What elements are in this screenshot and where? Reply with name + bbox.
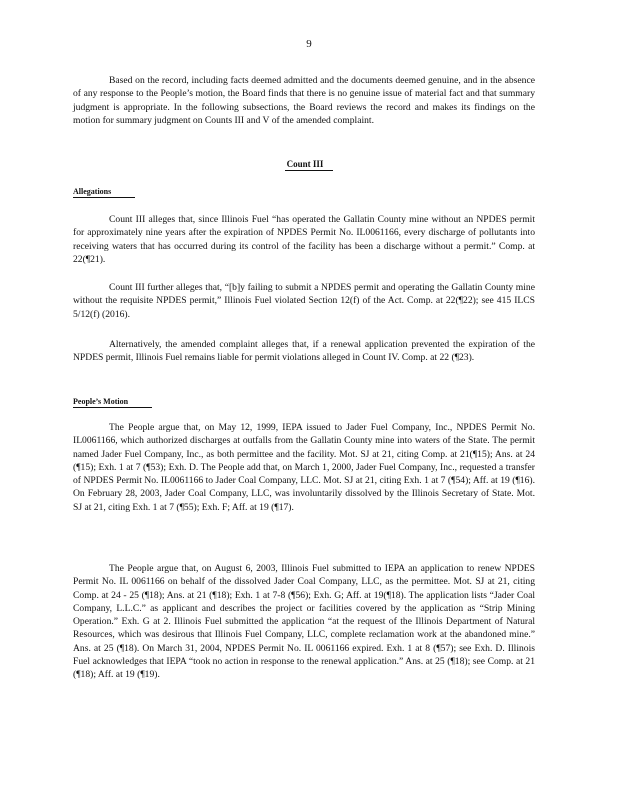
motion-heading (73, 397, 152, 406)
allegations-heading-text: Allegations (73, 187, 135, 198)
count-heading-text: Count III (285, 159, 334, 171)
motion-heading-text: People’s Motion (73, 397, 152, 408)
allegation-paragraph: Alternatively, the amended complaint alleges that, if a renewal application prevented the expiration of the NPDES permit, Illinois Fuel remains liable for permit violations alleged in Count IV. Comp. at 22 (¶23). (73, 339, 535, 364)
allegation-paragraph: Count III further alleges that, “[b]y failing to submit a NPDES permit and operating the Gallatin County mine without the requisite NPDES permit,” Illinois Fuel violated Section 12(f) of the Act. Comp. at 22(¶22); see 415 ILCS 5/12(f) (2016). (73, 282, 535, 320)
intro-paragraph: Based on the record, including facts deemed admitted and the documents deemed genuine, and in the absence of any response to the People’s motion, the Board finds that there is no genuine issue of material fact and that summary judgment is appropriate. In the following subsections, the Board reviews the record and makes its findings on the motion for summary judgment on Counts III and V of the amended complaint. (73, 75, 535, 126)
motion-paragraph: The People argue that, on August 6, 2003, Illinois Fuel submitted to IEPA an application to renew NPDES Permit No. IL 0061166 on behalf of the dissolved Jader Coal Company, LLC, as the permittee. Mot. SJ at 21, citing Comp. at 24 - 25 (¶18); Ans. at 21 (¶18); Exh. 1 at 7-8 (¶56); Exh. G; Aff. at 19(¶18). The application lists “Jader Coal Company, L.L.C.” as applicant and describes the project or facilities covered by the application as “Strip Mining Operation.” Exh. G at 2. Illinois Fuel submitted the application “at the request of the Illinois Department of Natural Resources, which was desirous that Illinois Fuel Company, LLC, complete reclamation work at the abandoned mine.” Ans. at 25 (¶18). On March 31, 2004, NPDES Permit No. IL 0061166 expired. Exh. 1 at 8 (¶57); see Exh. D. Illinois Fuel acknowledges that IEPA “took no action in response to the renewal application.” Ans. at 25 (¶18); see Comp. at 21 (¶18); Aff. at 19 (¶19). (73, 563, 535, 681)
page-number: 9 (306, 38, 312, 50)
motion-paragraph: The People argue that, on May 12, 1999, IEPA issued to Jader Fuel Company, Inc., NPDES Permit No. IL0061166, which authorized discharges at outfalls from the Gallatin County mine into waters of the State. The permit named Jader Fuel Company, Inc., as both permittee and the facility. Mot. SJ at 21, citing Comp. at 21(¶15); Ans. at 24 (¶15); Exh. 1 at 7 (¶53); Exh. D. The People add that, on March 1, 2000, Jader Fuel Company, Inc., requested a transfer of NPDES Permit No. IL0061166 to Jader Coal Company, LLC. Mot. SJ at 21, citing Exh. 1 at 7 (¶54); Aff. at 19 (¶16). On February 28, 2003, Jader Coal Company, LLC, was involuntarily dissolved by the Illinois Secretary of State. Mot. SJ at 21, citing Exh. 1 at 7 (¶55); Exh. F; Aff. at 19 (¶17). (73, 422, 535, 513)
allegation-paragraph: Count III alleges that, since Illinois Fuel “has operated the Gallatin County mine without an NPDES permit for approximately nine years after the expiration of NPDES Permit No. IL0061166, every discharge of pollutants into receiving waters that has occurred during its control of the facility has been a discharge without a permit.” Comp. at 22(¶21). (73, 214, 535, 265)
count-heading (0, 159, 618, 169)
allegations-heading (73, 187, 135, 196)
